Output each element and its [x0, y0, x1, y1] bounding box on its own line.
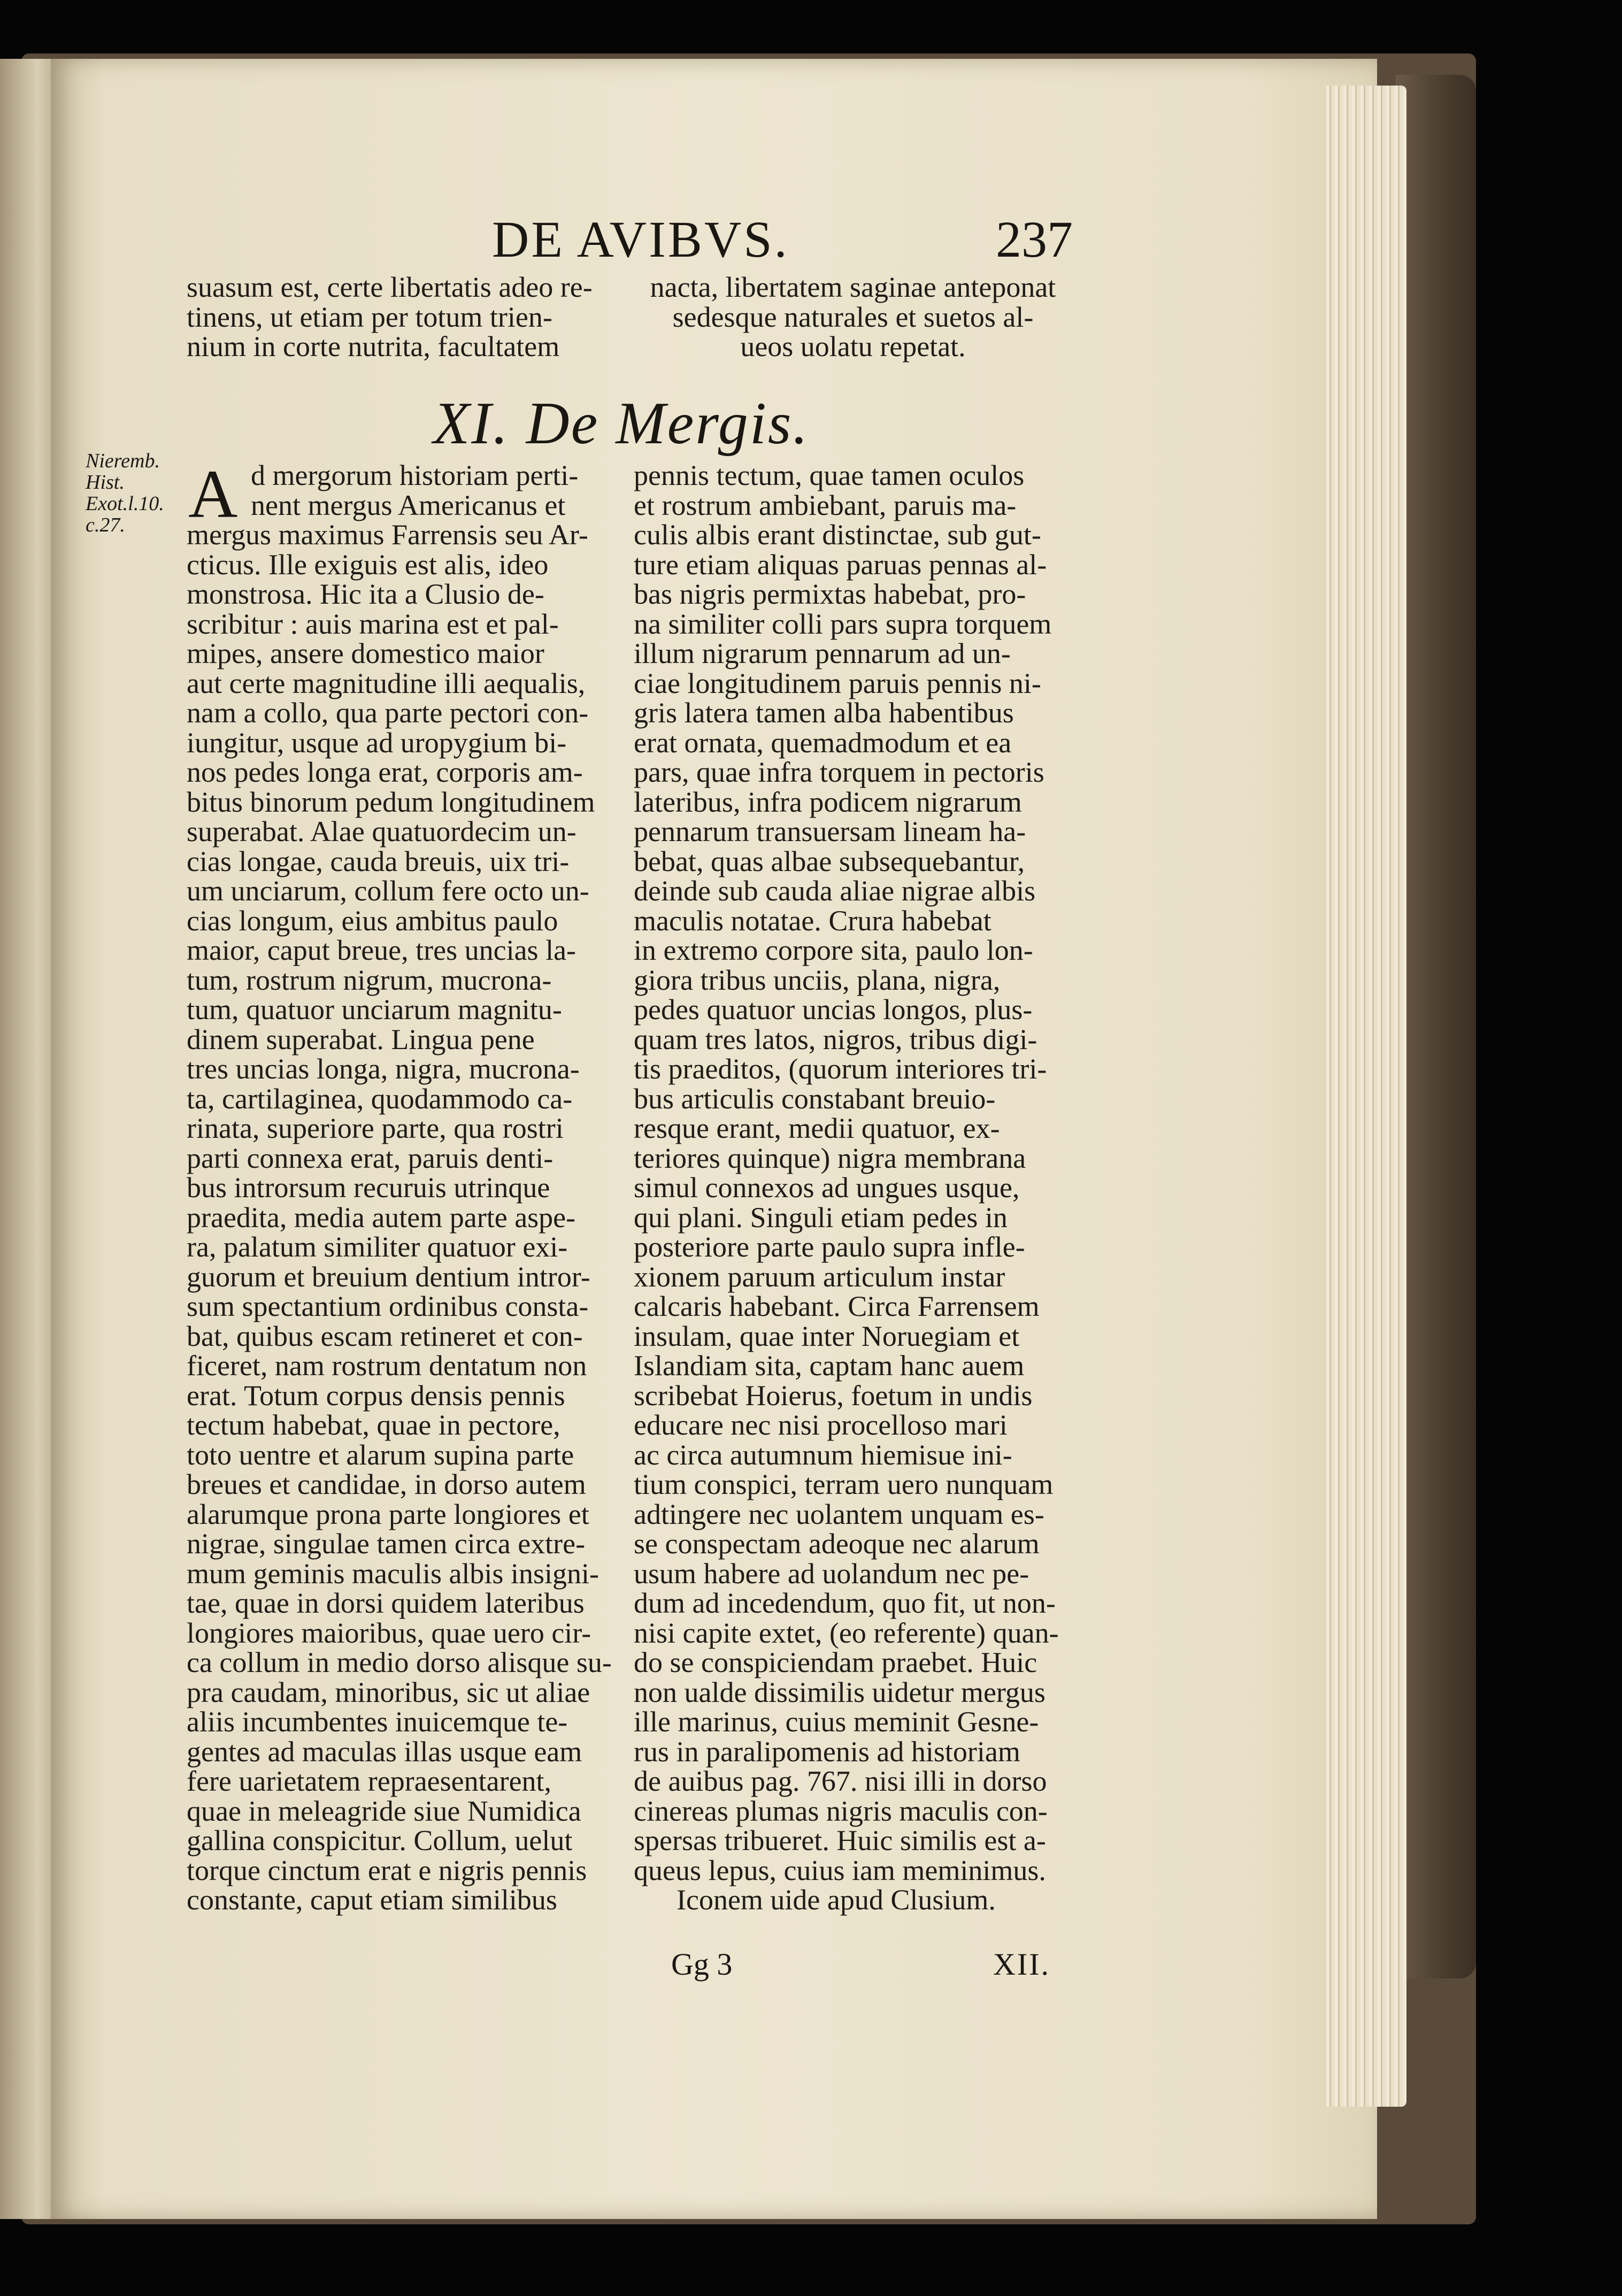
text-line: erat. Totum corpus densis pennis	[187, 1379, 565, 1412]
text-line: queus lepus, cuius iam meminimus.	[634, 1854, 1046, 1886]
text-line: maculis notatae. Crura habebat	[634, 904, 991, 937]
signature-mark: Gg 3	[671, 1947, 733, 1982]
text-line: parti connexa erat, paruis denti-	[187, 1142, 554, 1174]
text-line: simul connexos ad ungues usque,	[634, 1172, 1020, 1204]
text-line: de auibus pag. 767. nisi illi in dorso	[634, 1765, 1047, 1797]
text-line: gris latera tamen alba habentibus	[634, 697, 1014, 729]
text-line: calcaris habebant. Circa Farrensem	[634, 1290, 1040, 1322]
text-line: ille marinus, cuius meminit Gesne-	[634, 1706, 1039, 1738]
text-line: tum, rostrum nigrum, mucrona-	[187, 964, 552, 996]
text-line: mipes, ansere domestico maior	[187, 637, 544, 669]
text-line: nent mergus Americanus et	[251, 489, 566, 521]
text-line: breues et candidae, in dorso autem	[187, 1468, 586, 1500]
text-line: ueos uolatu repetat.	[740, 330, 966, 363]
text-line: d mergorum historiam perti-	[251, 459, 579, 491]
text-line: non ualde dissimilis uidetur mergus	[634, 1676, 1046, 1708]
right-text-column	[634, 461, 1068, 1915]
text-line: tis praeditos, (quorum interiores tri-	[634, 1053, 1047, 1085]
text-line: pra caudam, minoribus, sic ut aliae	[187, 1676, 590, 1708]
text-line: do se conspiciendam praebet. Huic	[634, 1646, 1037, 1678]
text-line: quam tres latos, nigros, tribus digi-	[634, 1023, 1037, 1055]
text-line: bebat, quas albae subsequebantur,	[634, 845, 1025, 877]
text-line: illum nigrarum pennarum ad un-	[634, 637, 1011, 669]
text-line: rinata, superiore parte, qua rostri	[187, 1112, 564, 1144]
text-line: dinem superabat. Lingua pene	[187, 1023, 535, 1055]
text-line: maior, caput breue, tres uncias la-	[187, 934, 576, 966]
text-line: nos pedes longa erat, corporis am-	[187, 756, 583, 788]
text-line: lateribus, infra podicem nigrarum	[634, 785, 1022, 818]
text-line: erat ornata, quemadmodum et ea	[634, 726, 1012, 759]
text-line: tium conspici, terram uero nunquam	[634, 1468, 1054, 1500]
text-line: in extremo corpore sita, paulo lon-	[634, 934, 1033, 966]
text-line: suasum est, certe libertatis adeo re-	[187, 271, 593, 303]
text-line: nigrae, singulae tamen circa extre-	[187, 1528, 586, 1560]
text-line: bitus binorum pedum longitudinem	[187, 785, 595, 818]
text-line: pedes quatuor uncias longos, plus-	[634, 993, 1033, 1026]
text-line: ac circa autumnum hiemisue ini-	[634, 1438, 1012, 1471]
text-line: xionem paruum articulum instar	[634, 1260, 1005, 1293]
text-line: mergus maximus Farrensis seu Ar-	[187, 519, 588, 551]
text-line: na similiter colli pars supra torquem	[634, 607, 1052, 640]
text-line: aut certe magnitudine illi aequalis,	[187, 667, 586, 699]
margin-note	[86, 450, 164, 536]
text-line: et rostrum ambiebant, paruis ma-	[634, 489, 1017, 521]
text-line: nacta, libertatem saginae anteponat	[650, 271, 1056, 303]
text-line: constante, caput etiam similibus	[187, 1884, 557, 1916]
text-line: sedesque naturales et suetos al-	[672, 301, 1034, 333]
text-line: alarumque prona parte longiores et	[187, 1498, 589, 1530]
text-line: usum habere ad uolandum nec pe-	[634, 1557, 1029, 1590]
text-line: scribitur : auis marina est et pal-	[187, 607, 559, 640]
text-line: adtingere nec uolantem unquam es-	[634, 1498, 1044, 1530]
text-line: superabat. Alae quatuordecim un-	[187, 815, 576, 847]
text-line: ciae longitudinem paruis pennis ni-	[634, 667, 1041, 699]
text-line: Iconem uide apud Clusium.	[677, 1884, 996, 1916]
text-line: guorum et breuium dentium intror-	[187, 1260, 590, 1293]
text-line: bat, quibus escam retineret et con-	[187, 1320, 583, 1352]
text-line: monstrosa. Hic ita a Clusio de-	[187, 578, 544, 610]
text-line: iungitur, usque ad uropygium bi-	[187, 726, 567, 759]
text-line: longiores maioribus, quae uero cir-	[187, 1616, 591, 1649]
text-line: bus articulis constabant breuio-	[634, 1082, 996, 1115]
text-line: se conspectam adeoque nec alarum	[634, 1528, 1040, 1560]
text-line: qui plani. Singuli etiam pedes in	[634, 1201, 1008, 1234]
text-line: resque erant, medii quatuor, ex-	[634, 1112, 1000, 1144]
text-line: pars, quae infra torquem in pectoris	[634, 756, 1044, 788]
text-line: quae in meleagride siue Numidica	[187, 1794, 581, 1827]
text-line: ture etiam aliquas paruas pennas al-	[634, 548, 1047, 581]
text-line: educare nec nisi procelloso mari	[634, 1409, 1008, 1441]
text-line: mum geminis maculis albis insigni-	[187, 1557, 599, 1590]
text-line: ficeret, nam rostrum dentatum non	[187, 1350, 587, 1382]
facing-page-edge	[0, 59, 53, 2219]
text-line: tres uncias longa, nigra, mucrona-	[187, 1053, 580, 1085]
margin-note-line: Nieremb.	[86, 450, 160, 472]
catchword: XII.	[993, 1947, 1051, 1982]
text-line: bas nigris permixtas habebat, pro-	[634, 578, 1026, 610]
margin-note-line: Exot.l.10.	[86, 492, 164, 515]
text-line: gallina conspicitur. Collum, uelut	[187, 1824, 573, 1856]
text-line: tae, quae in dorsi quidem lateribus	[187, 1587, 585, 1619]
text-line: fere uarietatem repraesentarent,	[187, 1765, 552, 1797]
text-line: cias longum, eius ambitus paulo	[187, 904, 558, 937]
text-line: bus introrsum recuruis utrinque	[187, 1172, 550, 1204]
section-heading: XI. De Mergis.	[433, 390, 810, 457]
text-line: posteriore parte paulo supra infle-	[634, 1231, 1025, 1263]
text-line: torque cinctum erat e nigris pennis	[187, 1854, 587, 1886]
text-line: ra, palatum similiter quatuor exi-	[187, 1231, 568, 1263]
text-line: aliis incumbentes inuicemque te-	[187, 1706, 568, 1738]
text-line: pennis tectum, quae tamen oculos	[634, 459, 1025, 491]
page-number: 237	[996, 211, 1073, 268]
text-line: sum spectantium ordinibus consta-	[187, 1290, 589, 1322]
text-line: insulam, quae inter Noruegiam et	[634, 1320, 1020, 1352]
margin-note-line: c.27.	[86, 514, 125, 536]
text-line: tum, quatuor unciarum magnitu-	[187, 993, 562, 1026]
page-edges	[1326, 86, 1406, 2107]
show-through-text	[321, 214, 336, 271]
text-line: teriores quinque) nigra membrana	[634, 1142, 1026, 1174]
text-line: ta, cartilaginea, quodammodo ca-	[187, 1082, 573, 1115]
text-line: ca collum in medio dorso alisque su-	[187, 1646, 612, 1678]
text-line: um unciarum, collum fere octo un-	[187, 875, 589, 907]
text-line: nam a collo, qua parte pectori con-	[187, 697, 589, 729]
text-line: tectum habebat, quae in pectore,	[187, 1409, 560, 1441]
text-line: gentes ad maculas illas usque eam	[187, 1735, 582, 1768]
text-line: nium in corte nutrita, facultatem	[187, 330, 560, 363]
top-continuation-right	[639, 273, 1067, 362]
margin-note-line: Hist.	[86, 471, 125, 494]
text-line: spersas tribueret. Huic similis est a-	[634, 1824, 1046, 1856]
text-line: praedita, media autem parte aspe-	[187, 1201, 576, 1234]
text-line: cias longae, cauda breuis, uix tri-	[187, 845, 570, 877]
drop-capital: A	[188, 456, 238, 532]
text-line: dum ad incedendum, quo fit, ut non-	[634, 1587, 1056, 1619]
text-line: scribebat Hoierus, foetum in undis	[634, 1379, 1033, 1412]
text-line: culis albis erant distinctae, sub gut-	[634, 519, 1041, 551]
text-line: rus in paralipomenis ad historiam	[634, 1735, 1020, 1768]
top-continuation-left	[187, 273, 614, 362]
left-text-column	[187, 456, 614, 1916]
text-line: cinereas plumas nigris maculis con-	[634, 1794, 1048, 1827]
text-line: pennarum transuersam lineam ha-	[634, 815, 1026, 847]
book-cover-edge	[1396, 75, 1476, 1978]
text-line: toto uentre et alarum supina parte	[187, 1438, 574, 1471]
text-line: giora tribus unciis, plana, nigra,	[634, 964, 1001, 996]
text-line: Islandiam sita, captam hanc auem	[634, 1350, 1025, 1382]
text-line: tinens, ut etiam per totum trien-	[187, 301, 552, 333]
text-line: deinde sub cauda aliae nigrae albis	[634, 875, 1036, 907]
text-line: nisi capite extet, (eo referente) quan-	[634, 1616, 1059, 1649]
text-line: cticus. Ille exiguis est alis, ideo	[187, 548, 549, 581]
running-head: DE AVIBVS.	[492, 211, 789, 268]
